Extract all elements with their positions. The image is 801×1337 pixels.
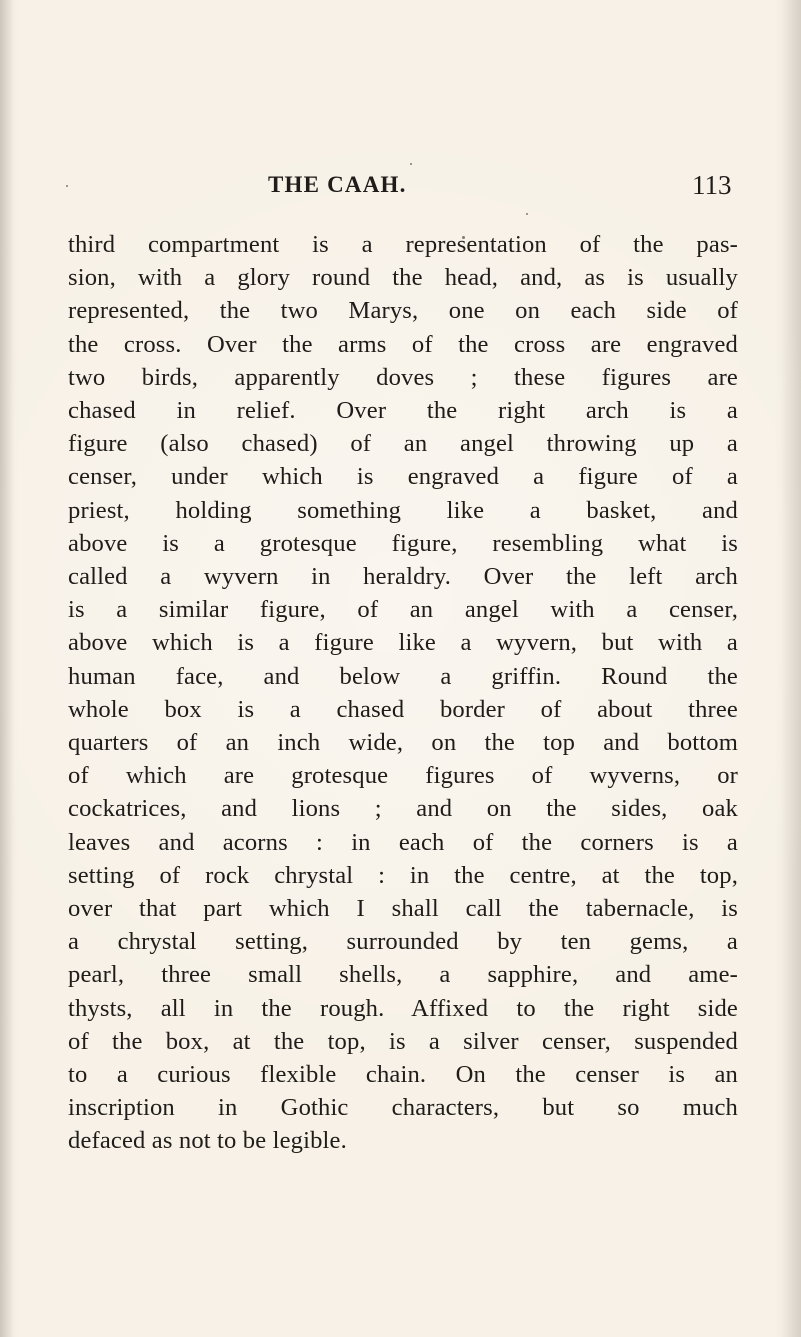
body-text-line: chased in relief. Over the right arch is a [68, 397, 738, 425]
body-text-line: censer, under which is engraved a figure of a [68, 463, 738, 491]
page-number: 113 [692, 170, 732, 200]
paper-speck [526, 213, 528, 215]
body-text-line: is a similar figure, of an angel with a censer, [68, 596, 738, 624]
body-text-line: of which are grotesque figures of wyverns, or [68, 762, 738, 790]
body-text-line: above which is a figure like a wyvern, but with a [68, 629, 738, 657]
body-text-line: priest, holding something like a basket, and [68, 496, 738, 524]
body-text-line: inscription in Gothic characters, but so much [68, 1094, 738, 1122]
body-text-line: represented, the two Marys, one on each side of [68, 297, 738, 325]
body-text-line: to a curious flexible chain. On the censer is an [68, 1061, 738, 1089]
body-text-line: a chrystal setting, surrounded by ten gems, a [68, 928, 738, 956]
body-text-line: sion, with a glory round the head, and, as is usually [68, 264, 738, 292]
body-text-line: above is a grotesque figure, resembling what is [68, 529, 738, 557]
running-head [0, 172, 801, 204]
body-text-line: two birds, apparently doves ; these figures are [68, 363, 738, 391]
body-text-line: cockatrices, and lions ; and on the sides, oak [68, 795, 738, 823]
body-text-line: defaced as not to be legible. [68, 1127, 347, 1155]
body-paragraph [68, 228, 738, 1158]
body-text-line: pearl, three small shells, a sapphire, and ame- [68, 961, 738, 989]
body-text-line: setting of rock chrystal : in the centre, at the top, [68, 861, 738, 889]
paper-speck [410, 163, 412, 165]
body-text-line: third compartment is a representation of the pas- [68, 231, 738, 258]
running-title: THE CAAH. [268, 172, 407, 197]
body-text-line: leaves and acorns : in each of the corners is a [68, 828, 738, 856]
body-text-line: figure (also chased) of an angel throwing up a [68, 430, 738, 458]
body-text-line: over that part which I shall call the tabernacle, is [68, 895, 738, 923]
body-text-line: of the box, at the top, is a silver censer, suspended [68, 1027, 738, 1055]
body-text-line: quarters of an inch wide, on the top and bottom [68, 729, 738, 757]
body-text-line: human face, and below a griffin. Round the [68, 662, 738, 690]
body-text-line: thysts, all in the rough. Affixed to the right side [68, 994, 738, 1022]
body-text-line: whole box is a chased border of about three [68, 695, 738, 723]
body-text-line: called a wyvern in heraldry. Over the left arch [68, 563, 738, 591]
body-text-line: the cross. Over the arms of the cross are engraved [68, 330, 738, 358]
